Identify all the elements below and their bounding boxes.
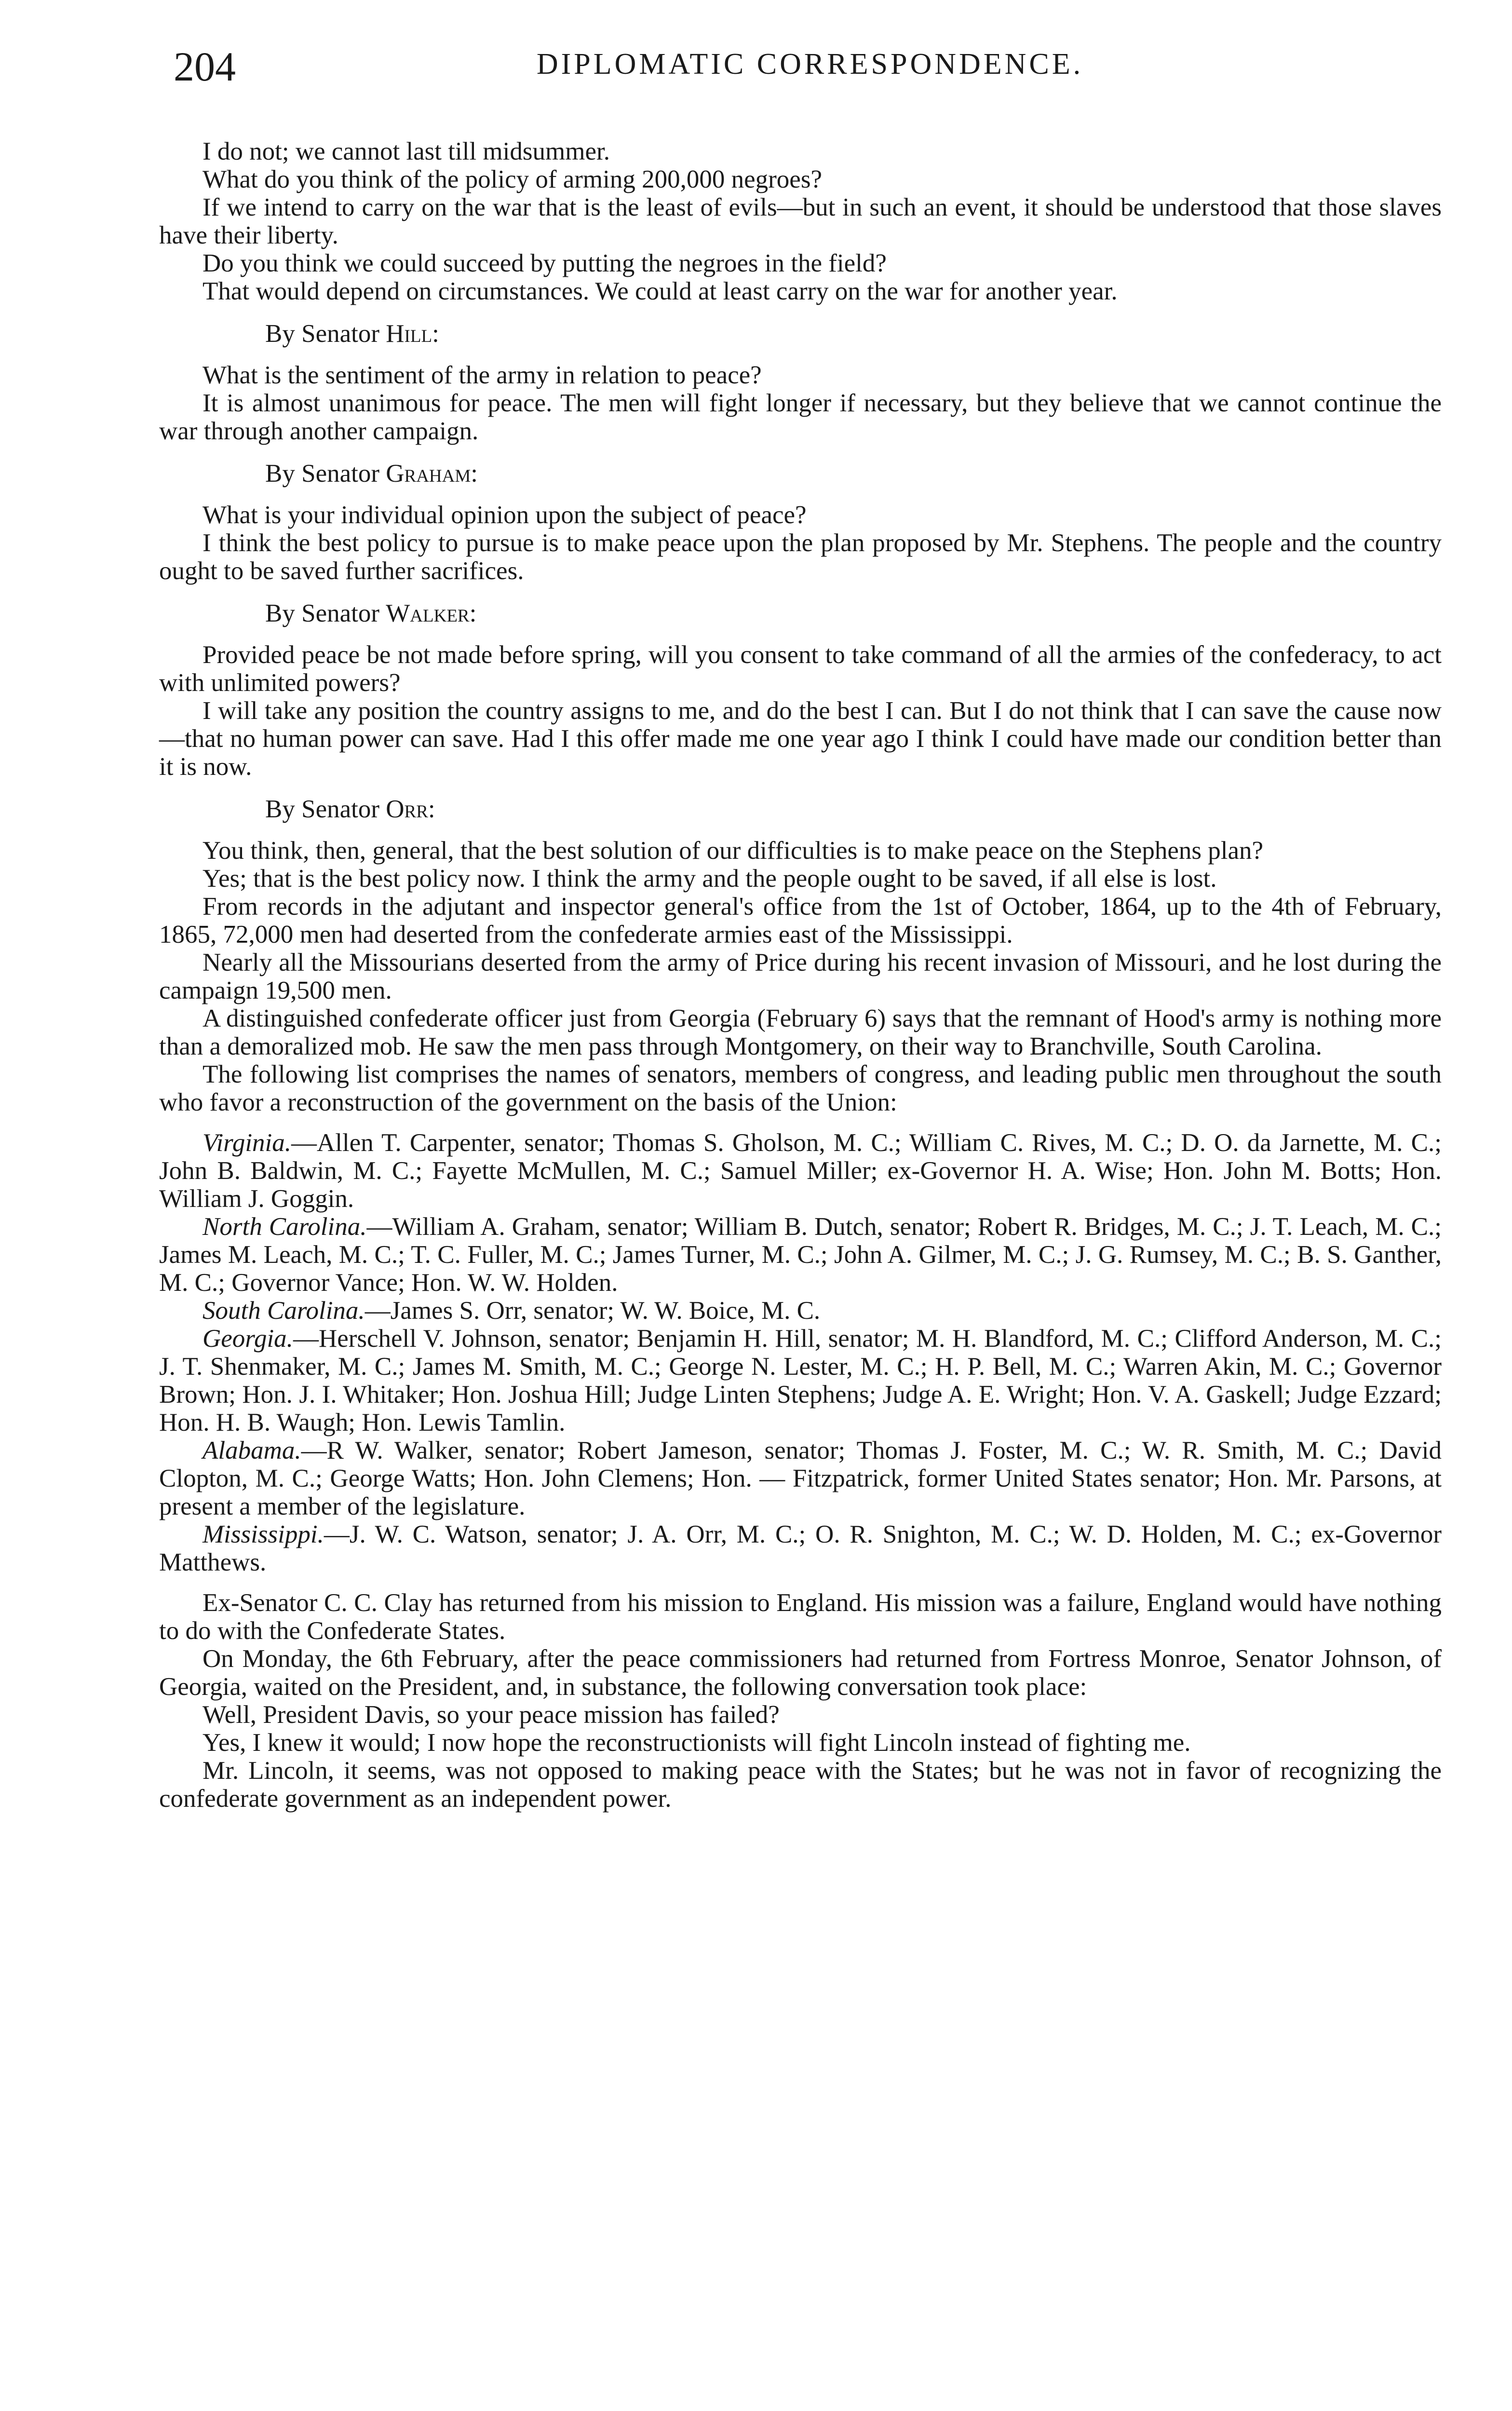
paragraph: Well, President Davis, so your peace mission has failed?	[202, 1701, 780, 1729]
state-name: South Carolina.	[202, 1297, 365, 1325]
examiner-suffix: :	[432, 320, 439, 348]
paragraph: I will take any position the country assigns to me, and do the best I can. But I do not think that I can save the cause now—that no human power can save. Had I this offer made me one year ago I think I could have made our condition better than it is now.	[159, 697, 1442, 781]
state-list-entry	[159, 1436, 1442, 1520]
state-names-list: —J. W. C. Watson, senator; J. A. Orr, M. C.; O. R. Snighton, M. C.; W. D. Holden, M. C.; ex-Governor Matthews.	[159, 1520, 1442, 1576]
state-name: Virginia.	[202, 1129, 292, 1157]
state-list-entry	[159, 1213, 1442, 1297]
state-names-list: —Allen T. Carpenter, senator; Thomas S. Gholson, M. C.; William C. Rives, M. C.; D. O. da Jarnette, M. C.; John B. Baldwin, M. C.; Fayette McMullen, M. C.; Samuel Miller; ex-Governor H. A. Wise; Hon. John M. Botts; Hon. William J. Goggin.	[159, 1129, 1442, 1213]
paragraph: The following list comprises the names of senators, members of congress, and leading public men throughout the south who favor a reconstruction of the government on the basis of the Union:	[159, 1060, 1442, 1116]
state-list-entry	[159, 1129, 1442, 1213]
paragraph: On Monday, the 6th February, after the peace commissioners had returned from Fortress Monroe, Senator Johnson, of Georgia, waited on the President, and, in substance, the following conversation took place:	[159, 1645, 1442, 1701]
state-names-list: —William A. Graham, senator; William B. Dutch, senator; Robert R. Bridges, M. C.; J. T. Leach, M. C.; James M. Leach, M. C.; T. C. Fuller, M. C.; James Turner, M. C.; John A. Gilmer, M. C.; J. G. Rumsey, M. C.; B. S. Ganther, M. C.; Governor Vance; Hon. W. W. Holden.	[159, 1213, 1442, 1297]
examiner-suffix: :	[428, 795, 435, 823]
state-list-entry	[159, 1297, 1442, 1325]
paragraph: Yes, I knew it would; I now hope the reconstructionists will fight Lincoln instead of fighting me.	[202, 1729, 1191, 1757]
examiner-suffix: :	[471, 460, 478, 488]
senator-name: Graham	[386, 460, 471, 488]
paragraph: Provided peace be not made before spring, will you consent to take command of all the armies of the confederacy, to act with unlimited powers?	[159, 641, 1442, 697]
paragraph: What is your individual opinion upon the subject of peace?	[202, 501, 807, 529]
senator-name: Walker	[386, 599, 470, 627]
examiner-prefix: By Senator	[265, 795, 386, 823]
state-names-list: —James S. Orr, senator; W. W. Boice, M. C.	[364, 1297, 821, 1325]
paragraph: Nearly all the Missourians deserted from the army of Price during his recent invasion of Missouri, and he lost during the campaign 19,500 men.	[159, 948, 1442, 1004]
examiner-prefix: By Senator	[265, 599, 386, 627]
paragraph: I do not; we cannot last till midsummer.	[202, 137, 610, 165]
state-name: North Carolina.	[202, 1213, 367, 1241]
paragraph: If we intend to carry on the war that is the least of evils—but in such an event, it should be understood that those slaves have their liberty.	[159, 193, 1442, 249]
state-name: Mississippi.	[202, 1520, 324, 1548]
state-names-list: —R W. Walker, senator; Robert Jameson, senator; Thomas J. Foster, M. C.; W. R. Smith, M. C.; David Clopton, M. C.; George Watts; Hon. John Clemens; Hon. — Fitzpatrick, former United States senator; Hon. Mr. Parsons, at present a member of the legislature.	[159, 1436, 1442, 1520]
senator-name: Orr	[386, 795, 428, 823]
paragraph: Mr. Lincoln, it seems, was not opposed to making peace with the States; but he was not in favor of recognizing the confederate government as an independent power.	[159, 1757, 1442, 1813]
examiner-heading	[159, 599, 1442, 627]
paragraph: That would depend on circumstances. We could at least carry on the war for another year.	[202, 277, 1118, 305]
state-name: Georgia.	[202, 1325, 293, 1353]
paragraph: You think, then, general, that the best solution of our difficulties is to make peace on the Stephens plan?	[202, 837, 1264, 865]
running-head: DIPLOMATIC CORRESPONDENCE.	[536, 48, 1084, 81]
senator-name: Hill	[386, 320, 432, 348]
examiner-heading	[159, 795, 1442, 823]
examiner-suffix: :	[469, 599, 477, 627]
paragraph: What is the sentiment of the army in relation to peace?	[202, 361, 762, 389]
page-number: 204	[174, 43, 236, 90]
page-header	[174, 42, 1446, 105]
examiner-prefix: By Senator	[265, 320, 386, 348]
body-text	[159, 137, 1442, 1813]
examiner-heading	[159, 460, 1442, 488]
state-names-list: —Herschell V. Johnson, senator; Benjamin H. Hill, senator; M. H. Blandford, M. C.; Clifford Anderson, M. C.; J. T. Shenmaker, M. C.; James M. Smith, M. C.; George N. Lester, M. C.; H. P. Bell, M. C.; Warren Akin, M. C.; Governor Brown; Hon. J. I. Whitaker; Hon. Joshua Hill; Judge Linten Stephens; Judge A. E. Wright; Hon. V. A. Gaskell; Judge Ezzard; Hon. H. B. Waugh; Hon. Lewis Tamlin.	[159, 1325, 1442, 1436]
paragraph: From records in the adjutant and inspector general's office from the 1st of October, 1864, up to the 4th of February, 1865, 72,000 men had deserted from the confederate armies east of the Mississippi.	[159, 893, 1442, 948]
paragraph: A distinguished confederate officer just from Georgia (February 6) says that the remnant of Hood's army is nothing more than a demoralized mob. He saw the men pass through Montgomery, on their way to Branchville, South Carolina.	[159, 1004, 1442, 1060]
paragraph: I think the best policy to pursue is to make peace upon the plan proposed by Mr. Stephens. The people and the country ought to be saved further sacrifices.	[159, 529, 1442, 585]
examiner-heading	[159, 320, 1442, 348]
paragraph: Ex-Senator C. C. Clay has returned from his mission to England. His mission was a failure, England would have nothing to do with the Confederate States.	[159, 1589, 1442, 1645]
state-list-entry	[159, 1520, 1442, 1576]
state-name: Alabama.	[202, 1436, 301, 1464]
paragraph: It is almost unanimous for peace. The men will fight longer if necessary, but they believe that we cannot continue the war through another campaign.	[159, 389, 1442, 445]
paragraph: What do you think of the policy of arming 200,000 negroes?	[202, 165, 822, 193]
examiner-prefix: By Senator	[265, 460, 386, 488]
paragraph: Yes; that is the best policy now. I think the army and the people ought to be saved, if all else is lost.	[202, 865, 1217, 893]
state-list-entry	[159, 1325, 1442, 1436]
paragraph: Do you think we could succeed by putting the negroes in the field?	[202, 249, 887, 277]
